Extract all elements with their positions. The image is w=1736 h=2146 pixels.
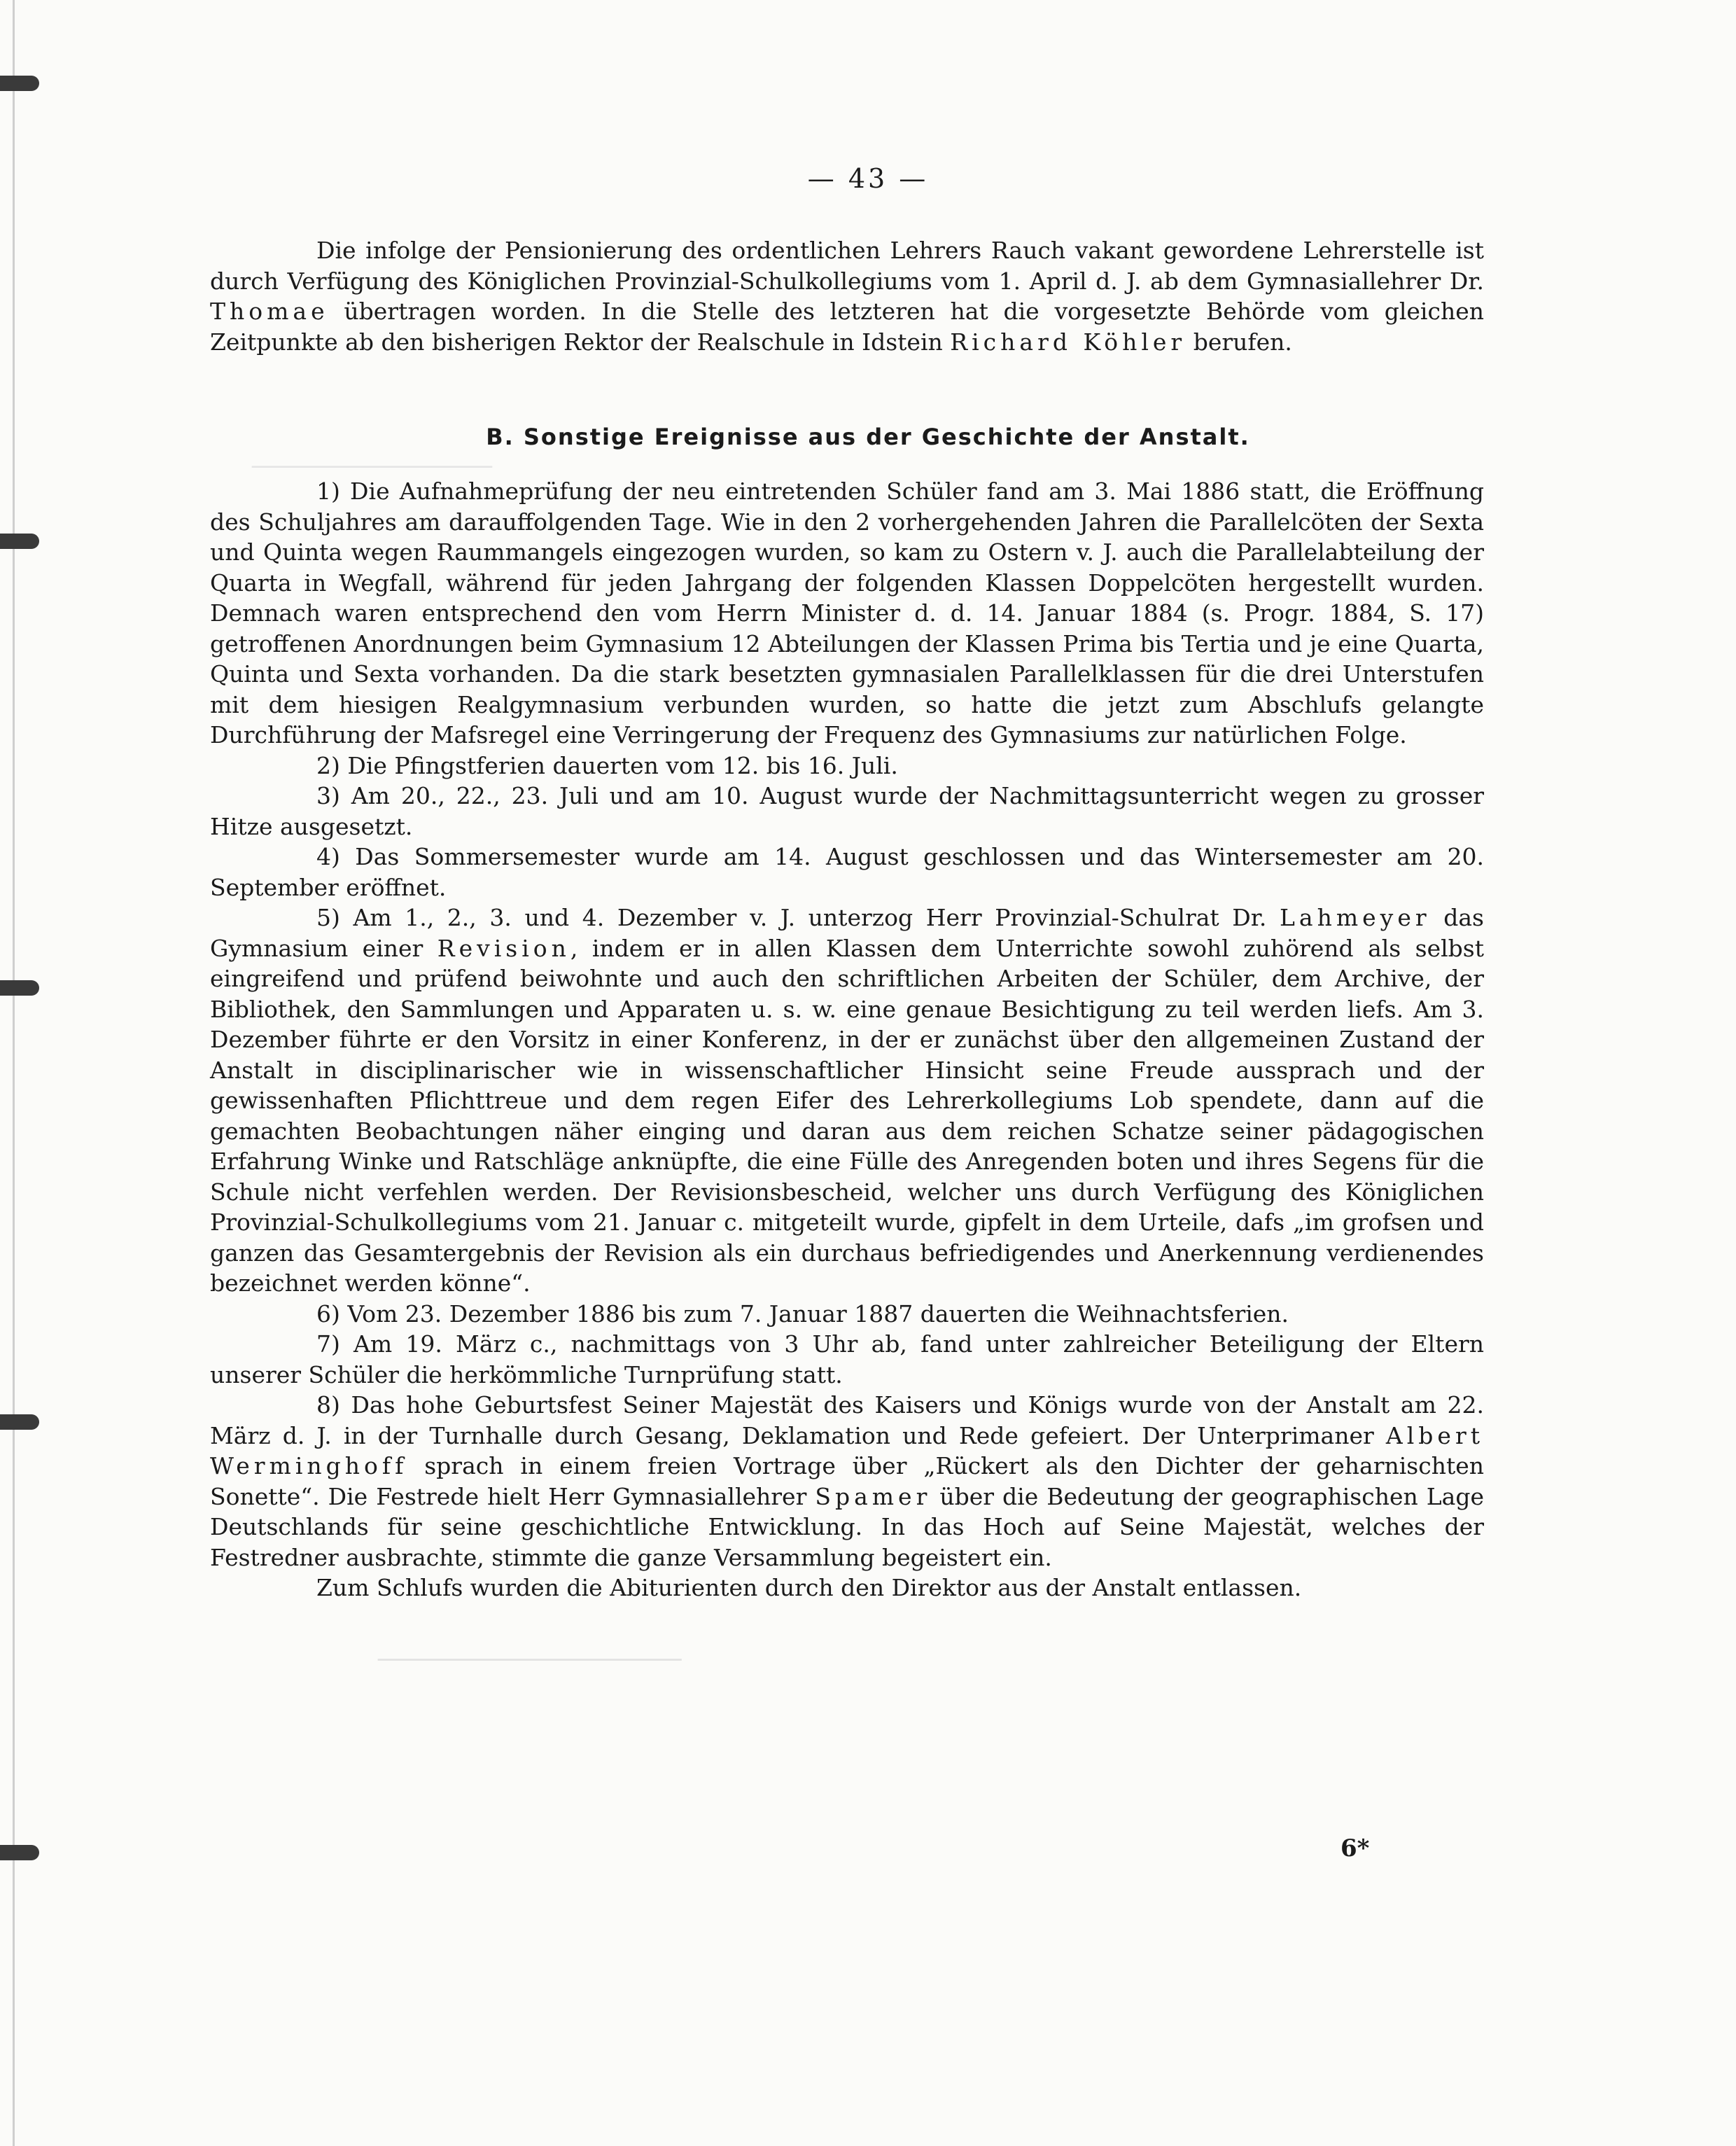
signature-mark: 6*: [1340, 1834, 1370, 1862]
list-item: 3) Am 20., 22., 23. Juli und am 10. August wurde der Nachmittagsunterricht wegen zu grosser Hitze ausgesetzt.: [210, 782, 1484, 840]
page-number: — 43 —: [807, 163, 929, 194]
paragraph: [210, 235, 1484, 357]
emphasized-word: Revision: [437, 934, 570, 962]
binding-hole: [0, 534, 39, 549]
text-run: berufen.: [1186, 328, 1292, 356]
list-item: 7) Am 19. März c., nachmittags von 3 Uhr ab, fand unter zahlreicher Beteiligung der Eltern unserer Schüler die herkömmliche Turnprüfung statt.: [210, 1330, 1484, 1388]
text-run: das Gymnasium einer: [210, 904, 1484, 962]
events-list: [210, 476, 1484, 1603]
text-run: 5) Am 1., 2., 3. und 4. Dezember v. J. unterzog Herr Provinzial-Schulrat Dr.: [316, 904, 1280, 931]
show-through-heading: ────────────────────: [378, 1645, 682, 1675]
list-item: 6) Vom 23. Dezember 1886 bis zum 7. Januar 1887 dauerten die Weihnachtsferien.: [316, 1300, 1289, 1328]
list-item: [210, 903, 1484, 1299]
person-name: Spamer: [815, 1482, 932, 1510]
binding-hole: [0, 76, 39, 91]
list-item: [210, 1390, 1484, 1573]
text-run: über die Bedeutung der geographischen Lage Deutschlands für seine geschichtliche Entwicklung. In das Hoch auf Seine Majestät, welches der Festredner ausbrachte, stimmte die ganze Versammlung begeistert ein.: [210, 1482, 1484, 1571]
binding-hole: [0, 980, 39, 996]
person-name: Richard Köhler: [950, 328, 1186, 356]
person-name: Lahmeyer: [1280, 904, 1431, 931]
list-item: 4) Das Sommersemester wurde am 14. August geschlossen und das Wintersemester am 20. September eröffnet.: [210, 843, 1484, 901]
person-name: Albert Werminghoff: [210, 1421, 1484, 1479]
binding-edge: [13, 0, 15, 2146]
text-run: , indem er in allen Klassen dem Unterrichte sowohl zuhörend als selbst eingreifend und prüfend beiwohnte und auch den schriftlichen Arbeiten der Schüler, dem Archive, der Bibliothek, den Sammlungen und Apparaten u. s. w. eine genaue Besichtigung zu teil werden liefs. Am 3. Dezember führte er den Vorsitz in einer Konferenz, in der er zunächst über den allgemeinen Zustand der Anstalt in disciplinarischer wie in wissenschaftlicher Hinsicht seine Freude aussprach und der gewissenhaften Pflichttreue und dem regen Eifer des Lehrerkollegiums Lob spendete, dann auf die gemachten Beobachtungen näher einging und daran aus dem reichen Schatze seiner pädagogischen Erfahrung Winke und Ratschläge anknüpfte, die eine Fülle des Anregenden boten und ihres Segens für die Schule nicht verfehlen werden. Der Revisionsbescheid, welcher uns durch Verfügung des Königlichen Provinzial-Schulkollegiums vom 21. Januar c. mitgeteilt wurde, gipfelt in dem Urteile, dafs „im grofsen und ganzen das Gesamtergebnis der Revision als ein durchaus befriedigendes und Anerkennung verdienendes bezeichnet werden könne“.: [210, 934, 1484, 1297]
binding-hole: [0, 1414, 39, 1430]
text-run: 8) Das hohe Geburtsfest Seiner Majestät des Kaisers und Königs wurde von der Anstalt am 22. März d. J. in der Turnhalle durch Gesang, Deklamation und Rede gefeiert. Der Unterprimaner: [210, 1391, 1484, 1449]
text-run: übertragen worden. In die Stelle des letzteren hat die vorgesetzte Behörde vom gleichen Zeitpunkte ab den bisherigen Rektor der Realschule in Idstein: [210, 298, 1484, 356]
text-run: sprach in einem freien Vortrage über „Rückert als den Dichter der geharnischten Sonette“. Die Festrede hielt Herr Gymnasiallehrer: [210, 1452, 1484, 1510]
binding-hole: [0, 1845, 39, 1860]
list-item: 1) Die Aufnahmeprüfung der neu eintretenden Schüler fand am 3. Mai 1886 statt, die Eröffnung des Schuljahres am darauffolgenden Tage. Wie in den 2 vorhergehenden Jahren die Parallelcöten der Sexta und Quinta wegen Raummangels eingezogen wurden, so kam zu Ostern v. J. auch die Parallelabteilung der Quarta in Wegfall, während für jeden Jahrgang der folgenden Klassen Doppelcöten hergestellt wurden. Demnach waren entsprechend den vom Herrn Minister d. d. 14. Januar 1884 (s. Progr. 1884, S. 17) getroffenen Anordnungen beim Gymnasium 12 Abteilungen der Klassen Prima bis Tertia und je eine Quarta, Quinta und Sexta vorhanden. Da die stark besetzten gymnasialen Parallelklassen für die drei Unterstufen mit dem hiesigen Realgymnasium verbunden wurden, so hatte die jetzt zum Abschlufs gelangte Durchführung der Mafsregel eine Verringerung der Frequenz des Gymnasiums zur natürlichen Folge.: [210, 478, 1484, 748]
list-item: 2) Die Pfingstferien dauerten vom 12. bis 16. Juli.: [316, 751, 898, 779]
section-heading: B. Sonstige Ereignisse aus der Geschichte der Anstalt.: [486, 424, 1250, 450]
show-through-text: ───────────────────: [252, 455, 493, 480]
closing-line: Zum Schlufs wurden die Abiturienten durch den Direktor aus der Anstalt entlassen.: [316, 1574, 1302, 1601]
intro-paragraph: [210, 235, 1484, 357]
text-run: Die infolge der Pensionierung des ordentlichen Lehrers Rauch vakant gewordene Lehrerstelle ist durch Verfügung des Königlichen Provinzial-Schulkollegiums vom 1. April d. J. ab dem Gymnasiallehrer Dr.: [210, 237, 1484, 295]
person-name: Thomae: [210, 298, 329, 325]
